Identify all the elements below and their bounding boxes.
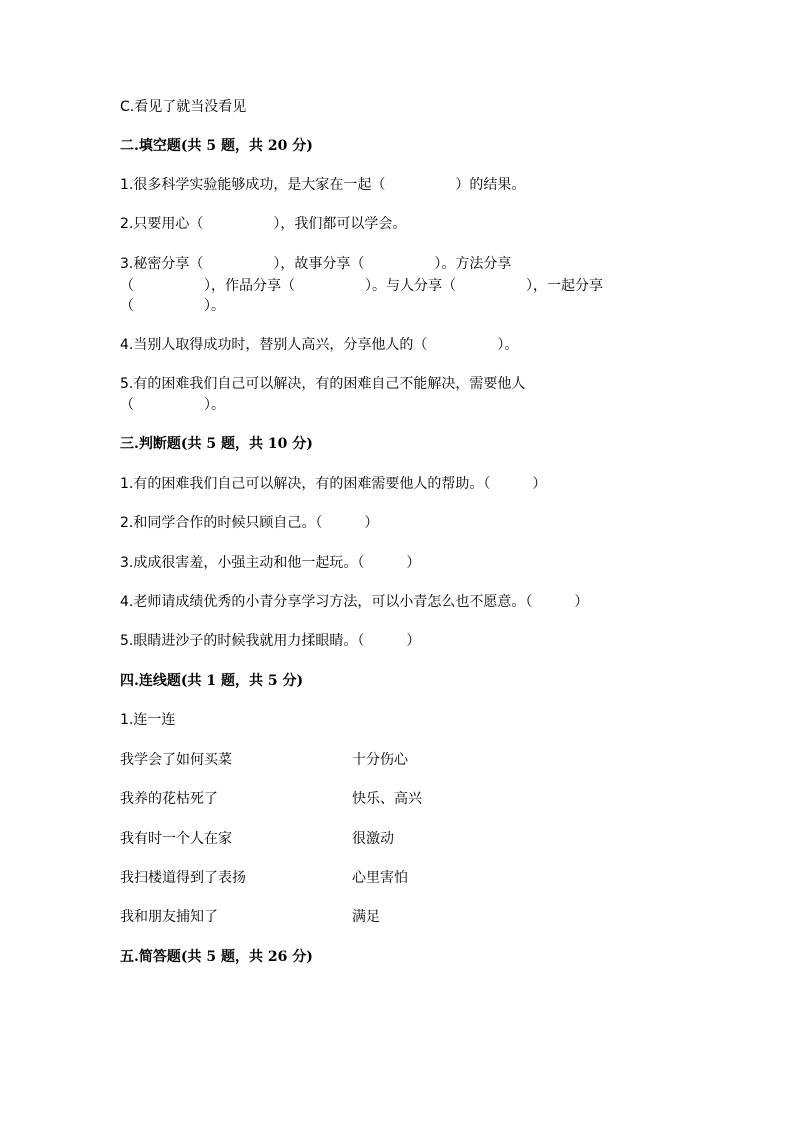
match-left-item: 我养的花枯死了 [120, 791, 218, 807]
fill-question-2: 2.只要用心（ ），我们都可以学会。 [120, 216, 407, 232]
section-match-heading: 四.连线题(共 1 题，共 5 分) [120, 673, 304, 689]
judge-question-3: 3.成成很害羞，小强主动和他一起玩。（ ） [120, 555, 421, 571]
judge-question-4: 4.老师请成绩优秀的小青分享学习方法，可以小青怎么也不愿意。（ ） [120, 594, 589, 610]
judge-question-1: 1.有的困难我们自己可以解决，有的困难需要他人的帮助。（ ） [120, 476, 547, 492]
judge-question-5: 5.眼睛进沙子的时候我就用力揉眼睛。（ ） [120, 633, 421, 649]
match-right-item: 满足 [352, 909, 380, 925]
match-question-1: 1.连一连 [120, 712, 176, 728]
match-right-item: 心里害怕 [352, 870, 408, 886]
match-left-item: 我学会了如何买菜 [120, 752, 232, 768]
fill-question-5-line-1: 5.有的困难我们自己可以解决，有的困难自己不能解决，需要他人 [120, 376, 526, 392]
fill-question-1: 1.很多科学实验能够成功，是大家在一起（ ）的结果。 [120, 177, 526, 193]
match-left-item: 我和朋友捕知了 [120, 909, 218, 925]
match-right-item: 很激动 [352, 831, 394, 847]
section-short-heading: 五.简答题(共 5 题，共 26 分) [120, 949, 313, 965]
judge-question-2: 2.和同学合作的时候只顾自己。（ ） [120, 515, 379, 531]
fill-question-4: 4.当别人取得成功时，替别人高兴，分享他人的（ ）。 [120, 337, 519, 353]
fill-question-3-line-3: （ ）。 [120, 298, 225, 314]
option-c: C.看见了就当没看见 [120, 99, 247, 115]
fill-question-5-line-2: （ ）。 [120, 397, 225, 413]
match-right-item: 十分伤心 [352, 752, 408, 768]
fill-question-3-line-2: （ ），作品分享（ ）。与人分享（ ），一起分享 [120, 278, 603, 294]
match-left-item: 我扫楼道得到了表扬 [120, 870, 246, 886]
section-judge-heading: 三.判断题(共 5 题，共 10 分) [120, 436, 313, 452]
match-left-item: 我有时一个人在家 [120, 831, 232, 847]
match-right-item: 快乐、高兴 [352, 791, 422, 807]
fill-question-3-line-1: 3.秘密分享（ ），故事分享（ ）。方法分享 [120, 256, 512, 272]
section-fill-heading: 二.填空题(共 5 题，共 20 分) [120, 138, 313, 154]
